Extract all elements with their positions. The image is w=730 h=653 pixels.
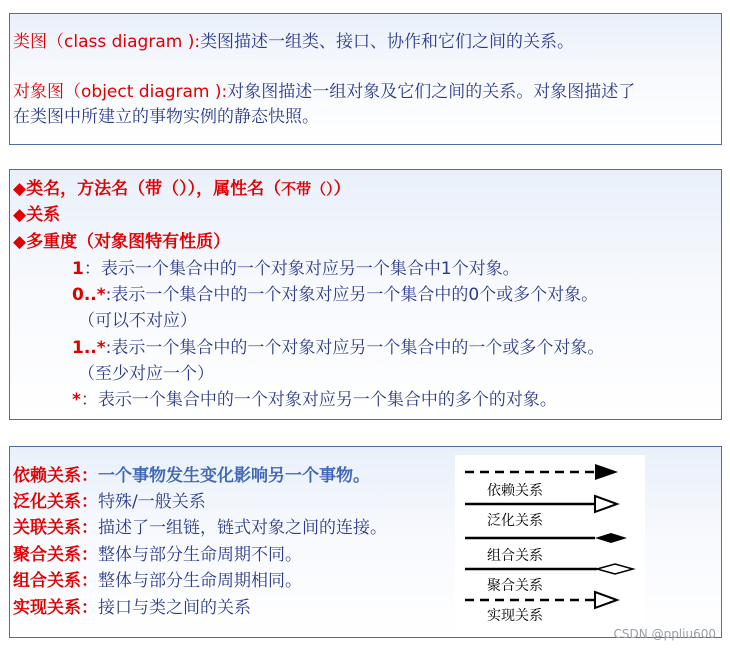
class-diagram-term: 类图（class diagram ): bbox=[13, 32, 201, 52]
relation-dependency bbox=[13, 465, 370, 487]
relation-association-desc: 描述了一组链，链式对象之间的连接。 bbox=[98, 518, 387, 538]
relation-association-term: 关联关系： bbox=[13, 518, 98, 538]
uml-relation-notation bbox=[455, 455, 655, 627]
class-diagram-definition bbox=[13, 31, 574, 53]
diagram-label-aggregation: 聚合关系 bbox=[487, 578, 543, 594]
relation-generalization-term: 泛化关系： bbox=[13, 492, 98, 512]
diagram-label-composition: 组合关系 bbox=[487, 548, 543, 564]
relations-box bbox=[9, 446, 722, 638]
multiplicity-many bbox=[72, 389, 557, 411]
multiplicity-zero-many bbox=[72, 284, 598, 306]
relation-composition-desc: 整体与部分生命周期相同。 bbox=[98, 571, 302, 591]
multiplicity-one-key: 1 bbox=[72, 259, 84, 279]
multiplicity-zero-many-text: :表示一个集合中的一个对象对应另一个集合中的0个或多个对象。 bbox=[105, 285, 599, 305]
relation-aggregation-term: 聚合关系： bbox=[13, 545, 98, 565]
relation-realization-term: 实现关系： bbox=[13, 598, 98, 618]
object-diagram-term: 对象图（object diagram ): bbox=[13, 82, 228, 102]
multiplicity-one-many-key: 1..* bbox=[72, 338, 106, 358]
object-diagram-description-1: 对象图描述一组对象及它们之间的关系。对象图描述了 bbox=[227, 82, 636, 102]
relation-aggregation-desc: 整体与部分生命周期不同。 bbox=[98, 545, 302, 565]
diagram-label-realization: 实现关系 bbox=[487, 608, 543, 624]
relation-association bbox=[13, 517, 387, 539]
bullet-multiplicity: ◆多重度（对象图特有性质） bbox=[13, 232, 231, 252]
multiplicity-one-many bbox=[72, 337, 604, 359]
multiplicity-one bbox=[72, 258, 520, 280]
class-diagram-description: 类图描述一组类、接口、协作和它们之间的关系。 bbox=[200, 32, 575, 52]
watermark: CSDN @ppliu600 bbox=[613, 627, 716, 641]
multiplicity-many-text: ：表示一个集合中的一个对象对应另一个集合中的多个的对象。 bbox=[80, 390, 557, 410]
multiplicity-one-text: ：表示一个集合中的一个对象对应另一个集合中1个对象。 bbox=[83, 259, 520, 279]
relation-dependency-term: 依赖关系： bbox=[13, 466, 98, 486]
relation-composition-term: 组合关系： bbox=[13, 571, 98, 591]
bullet-names-mid: 不带（） bbox=[281, 180, 334, 198]
relation-composition bbox=[13, 570, 302, 592]
relation-realization bbox=[13, 597, 251, 619]
relation-generalization-desc: 特殊/一般关系 bbox=[98, 492, 206, 512]
multiplicity-one-many-text: :表示一个集合中的一个对象对应另一个集合中的一个或多个对象。 bbox=[105, 338, 605, 358]
bullet-names-tail: ） bbox=[333, 179, 351, 199]
relation-dependency-desc: 一个事物发生变化影响另一个事物。 bbox=[98, 466, 370, 486]
multiplicity-many-key: * bbox=[72, 390, 81, 410]
relation-realization-desc: 接口与类之间的关系 bbox=[98, 598, 251, 618]
notation-box bbox=[9, 169, 722, 420]
object-diagram-definition bbox=[13, 81, 635, 103]
bullet-names bbox=[13, 178, 351, 200]
multiplicity-one-many-note: （至少对应一个） bbox=[78, 364, 214, 384]
multiplicity-zero-many-key: 0..* bbox=[72, 285, 106, 305]
bullet-names-head: ◆类名，方法名（带（）），属性名（ bbox=[13, 179, 282, 199]
definitions-box bbox=[9, 13, 722, 145]
diagram-label-dependency: 依赖关系 bbox=[487, 483, 543, 499]
relation-generalization bbox=[13, 491, 206, 513]
diagram-label-generalization: 泛化关系 bbox=[487, 513, 543, 529]
relation-aggregation bbox=[13, 544, 302, 566]
multiplicity-zero-many-note: （可以不对应） bbox=[78, 311, 197, 331]
bullet-relations: ◆关系 bbox=[13, 205, 61, 225]
object-diagram-description-2: 在类图中所建立的事物实例的静态快照。 bbox=[13, 107, 319, 127]
